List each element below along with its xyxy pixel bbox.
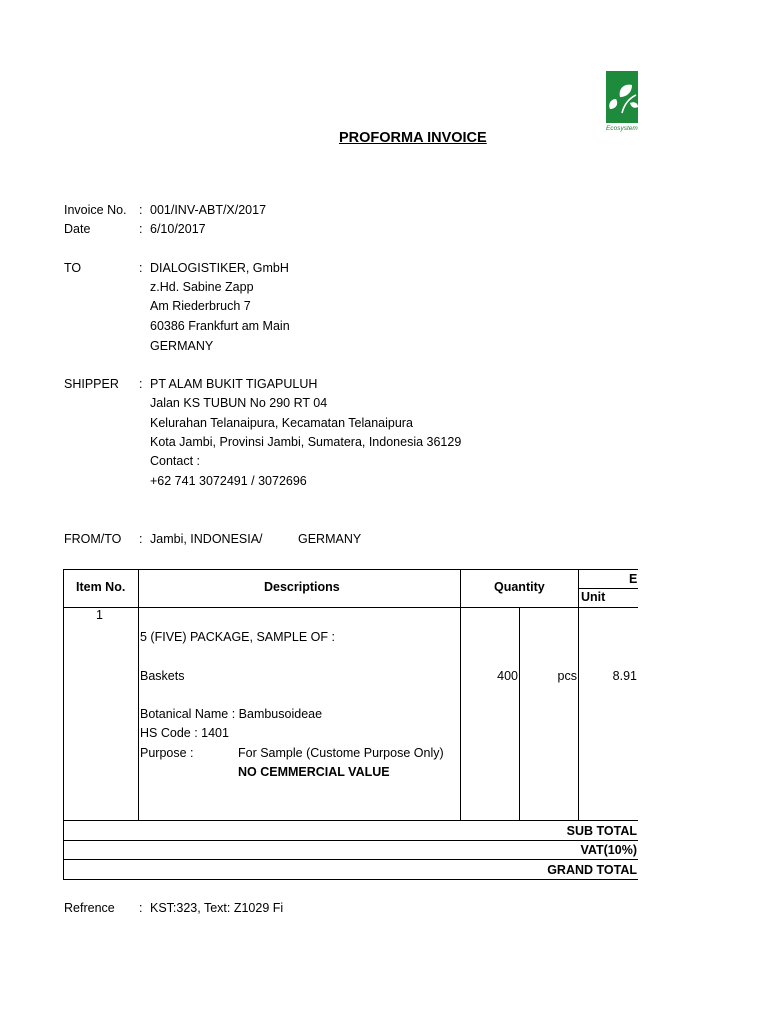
shipper-line-street: Jalan KS TUBUN No 290 RT 04: [150, 396, 328, 410]
shipper-line-company: PT ALAM BUKIT TIGAPULUH: [150, 377, 318, 391]
header-unit: Unit: [581, 590, 606, 604]
to-line-country: GERMANY: [150, 339, 214, 353]
date-label: Date: [64, 222, 91, 236]
leaf-icon: [606, 71, 638, 123]
row-purpose-label: Purpose :: [140, 746, 194, 760]
shipper-label: SHIPPER: [64, 377, 119, 391]
to-colon: :: [139, 261, 143, 275]
row-no-commercial-value: NO CEMMERCIAL VALUE: [238, 765, 390, 779]
from-location: Jambi, INDONESIA/: [150, 532, 263, 546]
shipper-line-contact-label: Contact :: [150, 454, 201, 468]
reference-label: Refrence: [64, 901, 115, 915]
header-descriptions: Descriptions: [264, 580, 340, 594]
header-estimate: E: [629, 572, 638, 586]
date-value: 6/10/2017: [150, 222, 206, 236]
logo-text: Ecosystem: [606, 125, 638, 132]
date-colon: :: [139, 222, 143, 236]
row-quantity-unit: pcs: [557, 669, 577, 683]
header-item-no: Item No.: [76, 580, 126, 594]
sub-total-label: SUB TOTAL: [566, 824, 637, 838]
to-label: TO: [64, 261, 82, 275]
row-botanical-name: Botanical Name : Bambusoideae: [140, 707, 323, 721]
reference-colon: :: [139, 901, 143, 915]
row-product: Baskets: [140, 669, 185, 683]
row-purpose-value: For Sample (Custome Purpose Only): [238, 746, 444, 760]
row-quantity: 400: [497, 669, 518, 683]
invoice-number-value: 001/INV-ABT/X/2017: [150, 203, 267, 217]
company-logo: [606, 71, 638, 136]
row-unit-price: 8.91: [612, 669, 637, 683]
document-title: PROFORMA INVOICE: [339, 130, 487, 146]
shipper-line-city: Kota Jambi, Provinsi Jambi, Sumatera, Indonesia 36129: [150, 435, 462, 449]
shipper-line-phone: +62 741 3072491 / 3072696: [150, 474, 307, 488]
from-to-label: FROM/TO: [64, 532, 122, 546]
vat-label: VAT(10%): [580, 843, 637, 857]
from-to-colon: :: [139, 532, 143, 546]
grand-total-label: GRAND TOTAL: [547, 863, 637, 877]
invoice-number-label: Invoice No.: [64, 203, 127, 217]
reference-value: KST:323, Text: Z1029 Fi: [150, 901, 284, 915]
row-item-no: 1: [96, 608, 103, 622]
invoice-number-colon: :: [139, 203, 143, 217]
row-package-description: 5 (FIVE) PACKAGE, SAMPLE OF :: [140, 630, 335, 644]
to-location: GERMANY: [298, 532, 362, 546]
to-line-attention: z.Hd. Sabine Zapp: [150, 280, 254, 294]
header-quantity: Quantity: [494, 580, 545, 594]
to-line-street: Am Riederbruch 7: [150, 299, 251, 313]
shipper-line-district: Kelurahan Telanaipura, Kecamatan Telanaipura: [150, 416, 413, 430]
to-line-company: DIALOGISTIKER, GmbH: [150, 261, 289, 275]
row-hs-code: HS Code : 1401: [140, 726, 229, 740]
to-line-city: 60386 Frankfurt am Main: [150, 319, 290, 333]
shipper-colon: :: [139, 377, 143, 391]
